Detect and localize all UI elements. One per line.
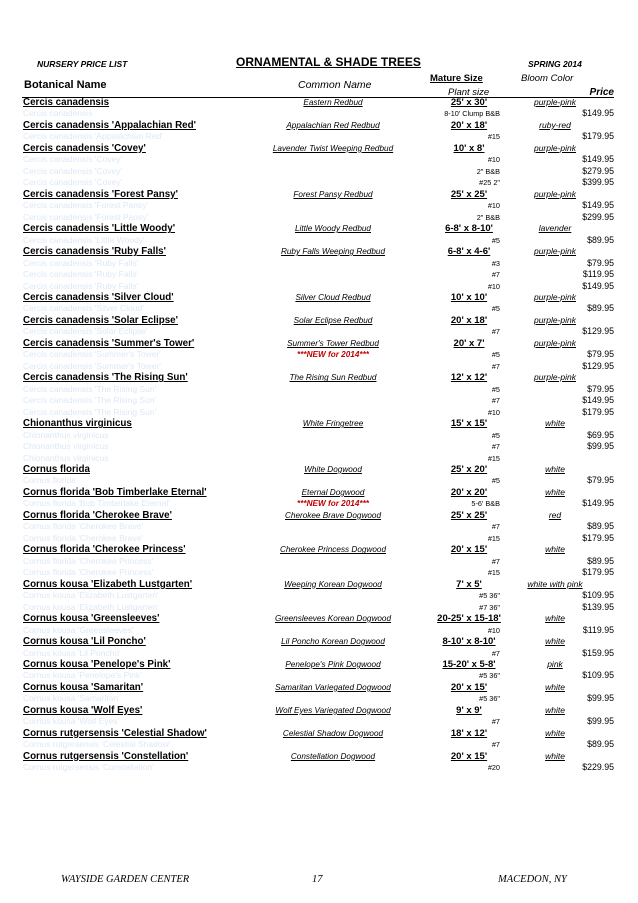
botanical-name: Cercis canadensis 'Little Woody' (23, 223, 176, 235)
botanical-name-repeat: Cornus florida 'Bob Timberlake Eternal' (23, 498, 170, 509)
botanical-name: Cornus rutgersensis 'Celestial Shadow' (23, 727, 207, 739)
botanical-name: Cornus kousa 'Penelope's Pink' (23, 658, 171, 670)
price: $79.95 (587, 383, 614, 394)
common-name: Eternal Dogwood (301, 487, 365, 497)
botanical-name-repeat: Cornus kousa 'Lil Poncho' (23, 647, 121, 658)
price: $279.95 (582, 165, 614, 176)
botanical-name-repeat: Cornus florida 'Cherokee Princess' (23, 567, 154, 578)
table-row (0, 338, 638, 349)
table-subrow (0, 200, 638, 211)
botanical-name-repeat: Cercis canadensis 'Summer's Tower' (23, 349, 161, 360)
mature-size: 20' x 7' (453, 337, 485, 349)
mature-size: 20' x 18' (450, 119, 488, 131)
table-subrow (0, 326, 638, 337)
table-subrow (0, 384, 638, 395)
table-row (0, 418, 638, 429)
table-row (0, 728, 638, 739)
price: $69.95 (587, 429, 614, 440)
botanical-name-repeat: Cercis canadensis 'The Rising Sun' (23, 395, 157, 406)
bloom-color: white (545, 486, 565, 497)
bloom-color: lavender (538, 223, 572, 234)
botanical-name-repeat: Cercis canadensis 'Forest Pansy' (23, 211, 149, 222)
price: $119.95 (582, 624, 614, 635)
botanical-name: Cercis canadensis 'Ruby Falls' (23, 246, 166, 258)
botanical-name: Cercis canadensis 'Silver Cloud' (23, 291, 174, 303)
botanical-name: Cornus florida 'Cherokee Princess' (23, 544, 186, 556)
botanical-name-repeat: Cornus rutgersensis 'Celestial Shadow' (23, 739, 171, 750)
table-row (0, 189, 638, 200)
bloom-color: white (545, 727, 565, 738)
botanical-name: Cornus rutgersensis 'Constellation' (23, 750, 189, 762)
mature-size: 6-8' x 4-6' (447, 246, 491, 258)
table-row (0, 315, 638, 326)
common-name: White Fringetree (302, 419, 364, 429)
botanical-name-repeat: Cercis canadensis 'Ruby Falls' (23, 257, 139, 268)
container-size: #7 (491, 442, 500, 452)
table-subrow (0, 590, 638, 601)
container-size: #15 (487, 453, 500, 463)
table-subrow (0, 154, 638, 165)
table-subrow (0, 177, 638, 188)
bloom-color: white (545, 613, 565, 624)
common-name: Penelope's Pink Dogwood (285, 659, 381, 669)
table-subrow (0, 131, 638, 142)
botanical-name: Cornus kousa 'Wolf Eyes' (23, 704, 143, 716)
table-subrow (0, 648, 638, 659)
price: $179.95 (582, 406, 614, 417)
table-row (0, 372, 638, 383)
botanical-name-repeat: Cornus kousa 'Greensleeves' (23, 624, 134, 635)
botanical-name-repeat: Cercis canadensis 'The Rising Sun' (23, 406, 157, 417)
botanical-name: Cercis canadensis 'Solar Eclipse' (23, 314, 178, 326)
common-name: Lil Poncho Korean Dogwood (281, 637, 385, 647)
table-subrow (0, 739, 638, 750)
container-size: #5 (491, 235, 500, 245)
container-size: #7 (491, 740, 500, 750)
common-name: Solar Eclipse Redbud (293, 315, 373, 325)
table-subrow (0, 693, 638, 704)
botanical-name-repeat: Cercis canadensis 'Ruby Falls' (23, 269, 139, 280)
bloom-color: purple-pink (533, 314, 577, 325)
table-row (0, 464, 638, 475)
botanical-name-repeat: Cornus kousa 'Elizabeth Lustgarten' (23, 601, 159, 612)
common-name: Celestial Shadow Dogwood (282, 728, 384, 738)
price: $79.95 (587, 475, 614, 486)
container-size: #15 (487, 132, 500, 142)
common-name: Cherokee Brave Dogwood (284, 510, 382, 520)
botanical-name: Cornus florida (23, 464, 90, 475)
bloom-color: white (545, 704, 565, 715)
botanical-name: Cercis canadensis 'The Rising Sun' (23, 372, 188, 384)
botanical-name-repeat: Cercis canadensis 'Covey' (23, 177, 123, 188)
price: $89.95 (587, 303, 614, 314)
bloom-color: white (545, 750, 565, 761)
price: $229.95 (582, 762, 614, 773)
container-size: #5 (491, 476, 500, 486)
table-row (0, 223, 638, 234)
price: $149.95 (582, 108, 614, 119)
price: $149.95 (582, 154, 614, 165)
botanical-name: Cornus florida 'Bob Timberlake Eternal' (23, 486, 207, 498)
price: $129.95 (582, 360, 614, 371)
mature-size: 9' x 9' (456, 704, 482, 716)
table-subrow (0, 108, 638, 119)
botanical-name-repeat: Cercis canadensis 'Little Woody' (23, 234, 145, 245)
table-subrow (0, 475, 638, 486)
botanical-name-repeat: Cornus florida 'Cherokee Brave' (23, 532, 143, 543)
container-size: #15 (487, 533, 500, 543)
common-name: White Dogwood (304, 465, 362, 474)
common-name: Eastern Redbud (303, 98, 363, 107)
botanical-name: Cornus kousa 'Greensleeves' (23, 613, 160, 625)
mature-size: 25' x 25' (450, 188, 488, 200)
container-size: #15 (487, 568, 500, 578)
container-size: #25 2" (479, 178, 500, 188)
container-size: #7 (491, 648, 500, 658)
botanical-name-repeat: Cornus florida 'Cherokee Princess' (23, 555, 154, 566)
table-row (0, 613, 638, 624)
botanical-name-repeat: Cercis canadensis 'The Rising Sun' (23, 383, 157, 394)
container-size: 8-10' Clump B&B (444, 109, 500, 119)
table-subrow (0, 521, 638, 532)
container-size: #7 (491, 327, 500, 337)
price: $179.95 (582, 131, 614, 142)
new-badge: ***NEW for 2014*** (297, 499, 369, 509)
price: $89.95 (587, 234, 614, 245)
mature-size: 8-10' x 8-10' (442, 636, 496, 648)
container-size: #20 (487, 763, 500, 773)
table-subrow (0, 395, 638, 406)
botanical-name: Cornus kousa 'Elizabeth Lustgarten' (23, 578, 193, 590)
col-header-price: Price (589, 87, 614, 98)
bloom-color: red (548, 509, 562, 520)
botanical-name: Cornus florida 'Cherokee Brave' (23, 509, 172, 521)
bloom-color: purple-pink (533, 372, 577, 383)
container-size: #7 (491, 396, 500, 406)
common-name: Lavender Twist Weeping Redbud (272, 143, 394, 153)
botanical-name-repeat: Cornus rutgersensis 'Constellation' (23, 762, 154, 773)
mature-size: 15' x 15' (450, 418, 488, 430)
botanical-name-repeat: Cornus florida 'Cherokee Brave' (23, 521, 143, 532)
container-size: #10 (487, 407, 500, 417)
mature-size: 7' x 5' (456, 578, 482, 590)
mature-size: 10' x 8' (453, 142, 485, 154)
botanical-name-repeat: Cercis canadensis 'Covey' (23, 165, 123, 176)
common-name: Ruby Falls Weeping Redbud (280, 247, 386, 257)
mature-size: 25' x 25' (450, 509, 488, 521)
container-size: #7 (491, 556, 500, 566)
common-name: Samaritan Variegated Dogwood (275, 682, 391, 692)
price: $149.95 (582, 498, 614, 509)
common-name: Wolf Eyes Variegated Dogwood (275, 705, 391, 715)
table-subrow (0, 349, 638, 360)
mature-size: 20' x 15' (450, 681, 488, 693)
botanical-name-repeat: Cercis canadensis 'Ruby Falls' (23, 280, 139, 291)
bloom-color: white (545, 681, 565, 692)
footer-store: WAYSIDE GARDEN CENTER (61, 874, 190, 885)
botanical-name-repeat: Cornus kousa 'Samaritan' (23, 693, 120, 704)
table-row (0, 246, 638, 257)
botanical-name-repeat: Chionanthus virginicus (23, 429, 109, 440)
table-subrow (0, 235, 638, 246)
botanical-name-repeat: Cercis canadensis 'Silver Cloud' (23, 303, 144, 314)
mature-size: 20' x 18' (450, 314, 488, 326)
mature-size: 25' x 30' (450, 97, 488, 108)
mature-size: 12' x 12' (450, 372, 488, 384)
container-size: #10 (487, 625, 500, 635)
common-name: Cherokee Princess Dogwood (279, 545, 387, 555)
container-size: #3 (491, 258, 500, 268)
table-subrow (0, 281, 638, 292)
price: $129.95 (582, 326, 614, 337)
container-size: #10 (487, 155, 500, 165)
bloom-color: purple-pink (533, 142, 577, 153)
table-row (0, 659, 638, 670)
container-size: #7 (491, 361, 500, 371)
mature-size: 20' x 20' (450, 486, 488, 498)
price: $89.95 (587, 555, 614, 566)
table-row (0, 292, 638, 303)
container-size: #7 (491, 522, 500, 532)
container-size: #10 (487, 281, 500, 291)
price: $299.95 (582, 211, 614, 222)
price: $109.95 (582, 590, 614, 601)
botanical-name-repeat: Cercis canadensis 'Covey' (23, 154, 123, 165)
botanical-name-repeat: Cercis canadensis 'Appalachian Red' (23, 131, 163, 142)
price: $159.95 (582, 647, 614, 658)
table-subrow (0, 762, 638, 773)
bloom-color: purple-pink (533, 246, 577, 257)
list-label: NURSERY PRICE LIST (37, 59, 128, 69)
mature-size: 20' x 15' (450, 544, 488, 556)
table-subrow (0, 441, 638, 452)
table-subrow (0, 498, 638, 509)
bloom-color: pink (547, 658, 563, 669)
table-subrow (0, 625, 638, 636)
table-subrow (0, 166, 638, 177)
table-subrow (0, 670, 638, 681)
price: $149.95 (582, 395, 614, 406)
container-size: #5 (491, 304, 500, 314)
table-row (0, 682, 638, 693)
table-subrow (0, 361, 638, 372)
botanical-name-repeat: Chionanthus virginicus (23, 441, 109, 452)
common-name: Silver Cloud Redbud (295, 292, 371, 302)
page-number: 17 (312, 874, 323, 885)
table-row (0, 544, 638, 555)
container-size: #5 36" (479, 671, 500, 681)
col-header-common: Common Name (298, 79, 372, 91)
table-row (0, 143, 638, 154)
table-subrow (0, 533, 638, 544)
table-subrow (0, 453, 638, 464)
mature-size: 25' x 20' (450, 464, 488, 475)
mature-size: 18' x 12' (450, 727, 488, 739)
table-subrow (0, 212, 638, 223)
bloom-color: purple-pink (533, 97, 577, 107)
price: $99.95 (587, 716, 614, 727)
price: $149.95 (582, 200, 614, 211)
common-name: Constellation Dogwood (290, 751, 376, 761)
price-table (0, 97, 638, 774)
page-title: ORNAMENTAL & SHADE TREES (236, 55, 421, 69)
botanical-name-repeat: Cercis canadensis 'Summer's Tower' (23, 360, 161, 371)
botanical-name: Cornus kousa 'Lil Poncho' (23, 636, 146, 648)
botanical-name: Chionanthus virginicus (23, 418, 132, 430)
common-name: Forest Pansy Redbud (293, 189, 373, 199)
botanical-name: Cercis canadensis 'Forest Pansy' (23, 188, 178, 200)
container-size: #7 (491, 717, 500, 727)
container-size: #5 (491, 430, 500, 440)
price: $79.95 (587, 349, 614, 360)
bloom-color: purple-pink (533, 188, 577, 199)
container-size: 5-6' B&B (471, 499, 500, 509)
table-subrow (0, 407, 638, 418)
botanical-name: Cercis canadensis 'Covey' (23, 142, 146, 154)
col-header-bloom-color: Bloom Color (521, 73, 574, 84)
col-header-plant-size: Plant size (448, 87, 490, 98)
botanical-name: Cornus kousa 'Samaritan' (23, 681, 144, 693)
price: $109.95 (582, 670, 614, 681)
price: $139.95 (582, 601, 614, 612)
price: $149.95 (582, 280, 614, 291)
bloom-color: white (545, 464, 565, 474)
common-name: Greensleeves Korean Dogwood (274, 614, 392, 624)
container-size: #7 (491, 270, 500, 280)
container-size: #5 (491, 384, 500, 394)
container-size: 2" B&B (476, 212, 500, 222)
season-label: SPRING 2014 (528, 59, 582, 69)
price: $99.95 (587, 441, 614, 452)
bloom-color: white with pink (527, 578, 583, 589)
container-size: #5 36" (479, 591, 500, 601)
table-row (0, 120, 638, 131)
botanical-name-repeat: Cornus kousa 'Penelope's Pink' (23, 670, 142, 681)
bloom-color: white (545, 544, 565, 555)
botanical-name-repeat: Cornus kousa 'Elizabeth Lustgarten' (23, 590, 159, 601)
mature-size: 20-25' x 15-18' (437, 613, 501, 625)
container-size: #5 36" (479, 694, 500, 704)
botanical-name: Cercis canadensis 'Appalachian Red' (23, 119, 196, 131)
bloom-color: purple-pink (533, 291, 577, 302)
container-size: #7 36" (479, 602, 500, 612)
mature-size: 6-8' x 8-10' (445, 223, 493, 235)
table-subrow (0, 556, 638, 567)
col-header-botanical: Botanical Name (24, 79, 107, 91)
table-subrow (0, 602, 638, 613)
price: $179.95 (582, 532, 614, 543)
botanical-name-repeat: Cornus kousa 'Wolf Eyes' (23, 716, 120, 727)
botanical-name: Cercis canadensis (23, 97, 110, 108)
common-name: Appalachian Red Redbud (286, 120, 380, 130)
table-row (0, 705, 638, 716)
common-name: Weeping Korean Dogwood (284, 579, 382, 589)
botanical-name-repeat: Cercis canadensis (23, 108, 93, 119)
col-header-mature-size: Mature Size (430, 73, 483, 84)
table-subrow (0, 716, 638, 727)
mature-size: 10' x 10' (450, 291, 488, 303)
table-row (0, 751, 638, 762)
bloom-color: white (545, 418, 565, 429)
table-row (0, 487, 638, 498)
botanical-name-repeat: Cornus florida (23, 475, 76, 486)
botanical-name: Cercis canadensis 'Summer's Tower' (23, 337, 195, 349)
price: $179.95 (582, 567, 614, 578)
mature-size: 20' x 15' (450, 750, 488, 762)
table-row (0, 97, 638, 108)
table-subrow (0, 269, 638, 280)
table-subrow (0, 430, 638, 441)
common-name: The Rising Sun Redbud (289, 373, 377, 383)
table-row (0, 579, 638, 590)
bloom-color: white (545, 636, 565, 647)
bloom-color: purple-pink (533, 337, 577, 348)
container-size: #5 (491, 350, 500, 360)
mature-size: 15-20' x 5-8' (442, 658, 496, 670)
table-row (0, 636, 638, 647)
container-size: #10 (487, 201, 500, 211)
bloom-color: ruby-red (539, 119, 571, 130)
table-subrow (0, 567, 638, 578)
price: $99.95 (587, 693, 614, 704)
botanical-name-repeat: Chionanthus virginicus (23, 452, 109, 463)
botanical-name-repeat: Cercis canadensis 'Forest Pansy' (23, 200, 149, 211)
table-subrow (0, 258, 638, 269)
price: $89.95 (587, 521, 614, 532)
footer-location: MACEDON, NY (498, 874, 567, 885)
container-size: 2" B&B (476, 166, 500, 176)
price: $79.95 (587, 257, 614, 268)
table-row (0, 510, 638, 521)
table-subrow (0, 303, 638, 314)
price: $119.95 (582, 269, 614, 280)
price: $399.95 (582, 177, 614, 188)
common-name: Little Woody Redbud (294, 224, 371, 234)
price: $89.95 (587, 739, 614, 750)
common-name: Summer's Tower Redbud (287, 338, 379, 348)
new-badge: ***NEW for 2014*** (297, 350, 369, 360)
botanical-name-repeat: Cercis canadensis 'Solar Eclipse' (23, 326, 148, 337)
